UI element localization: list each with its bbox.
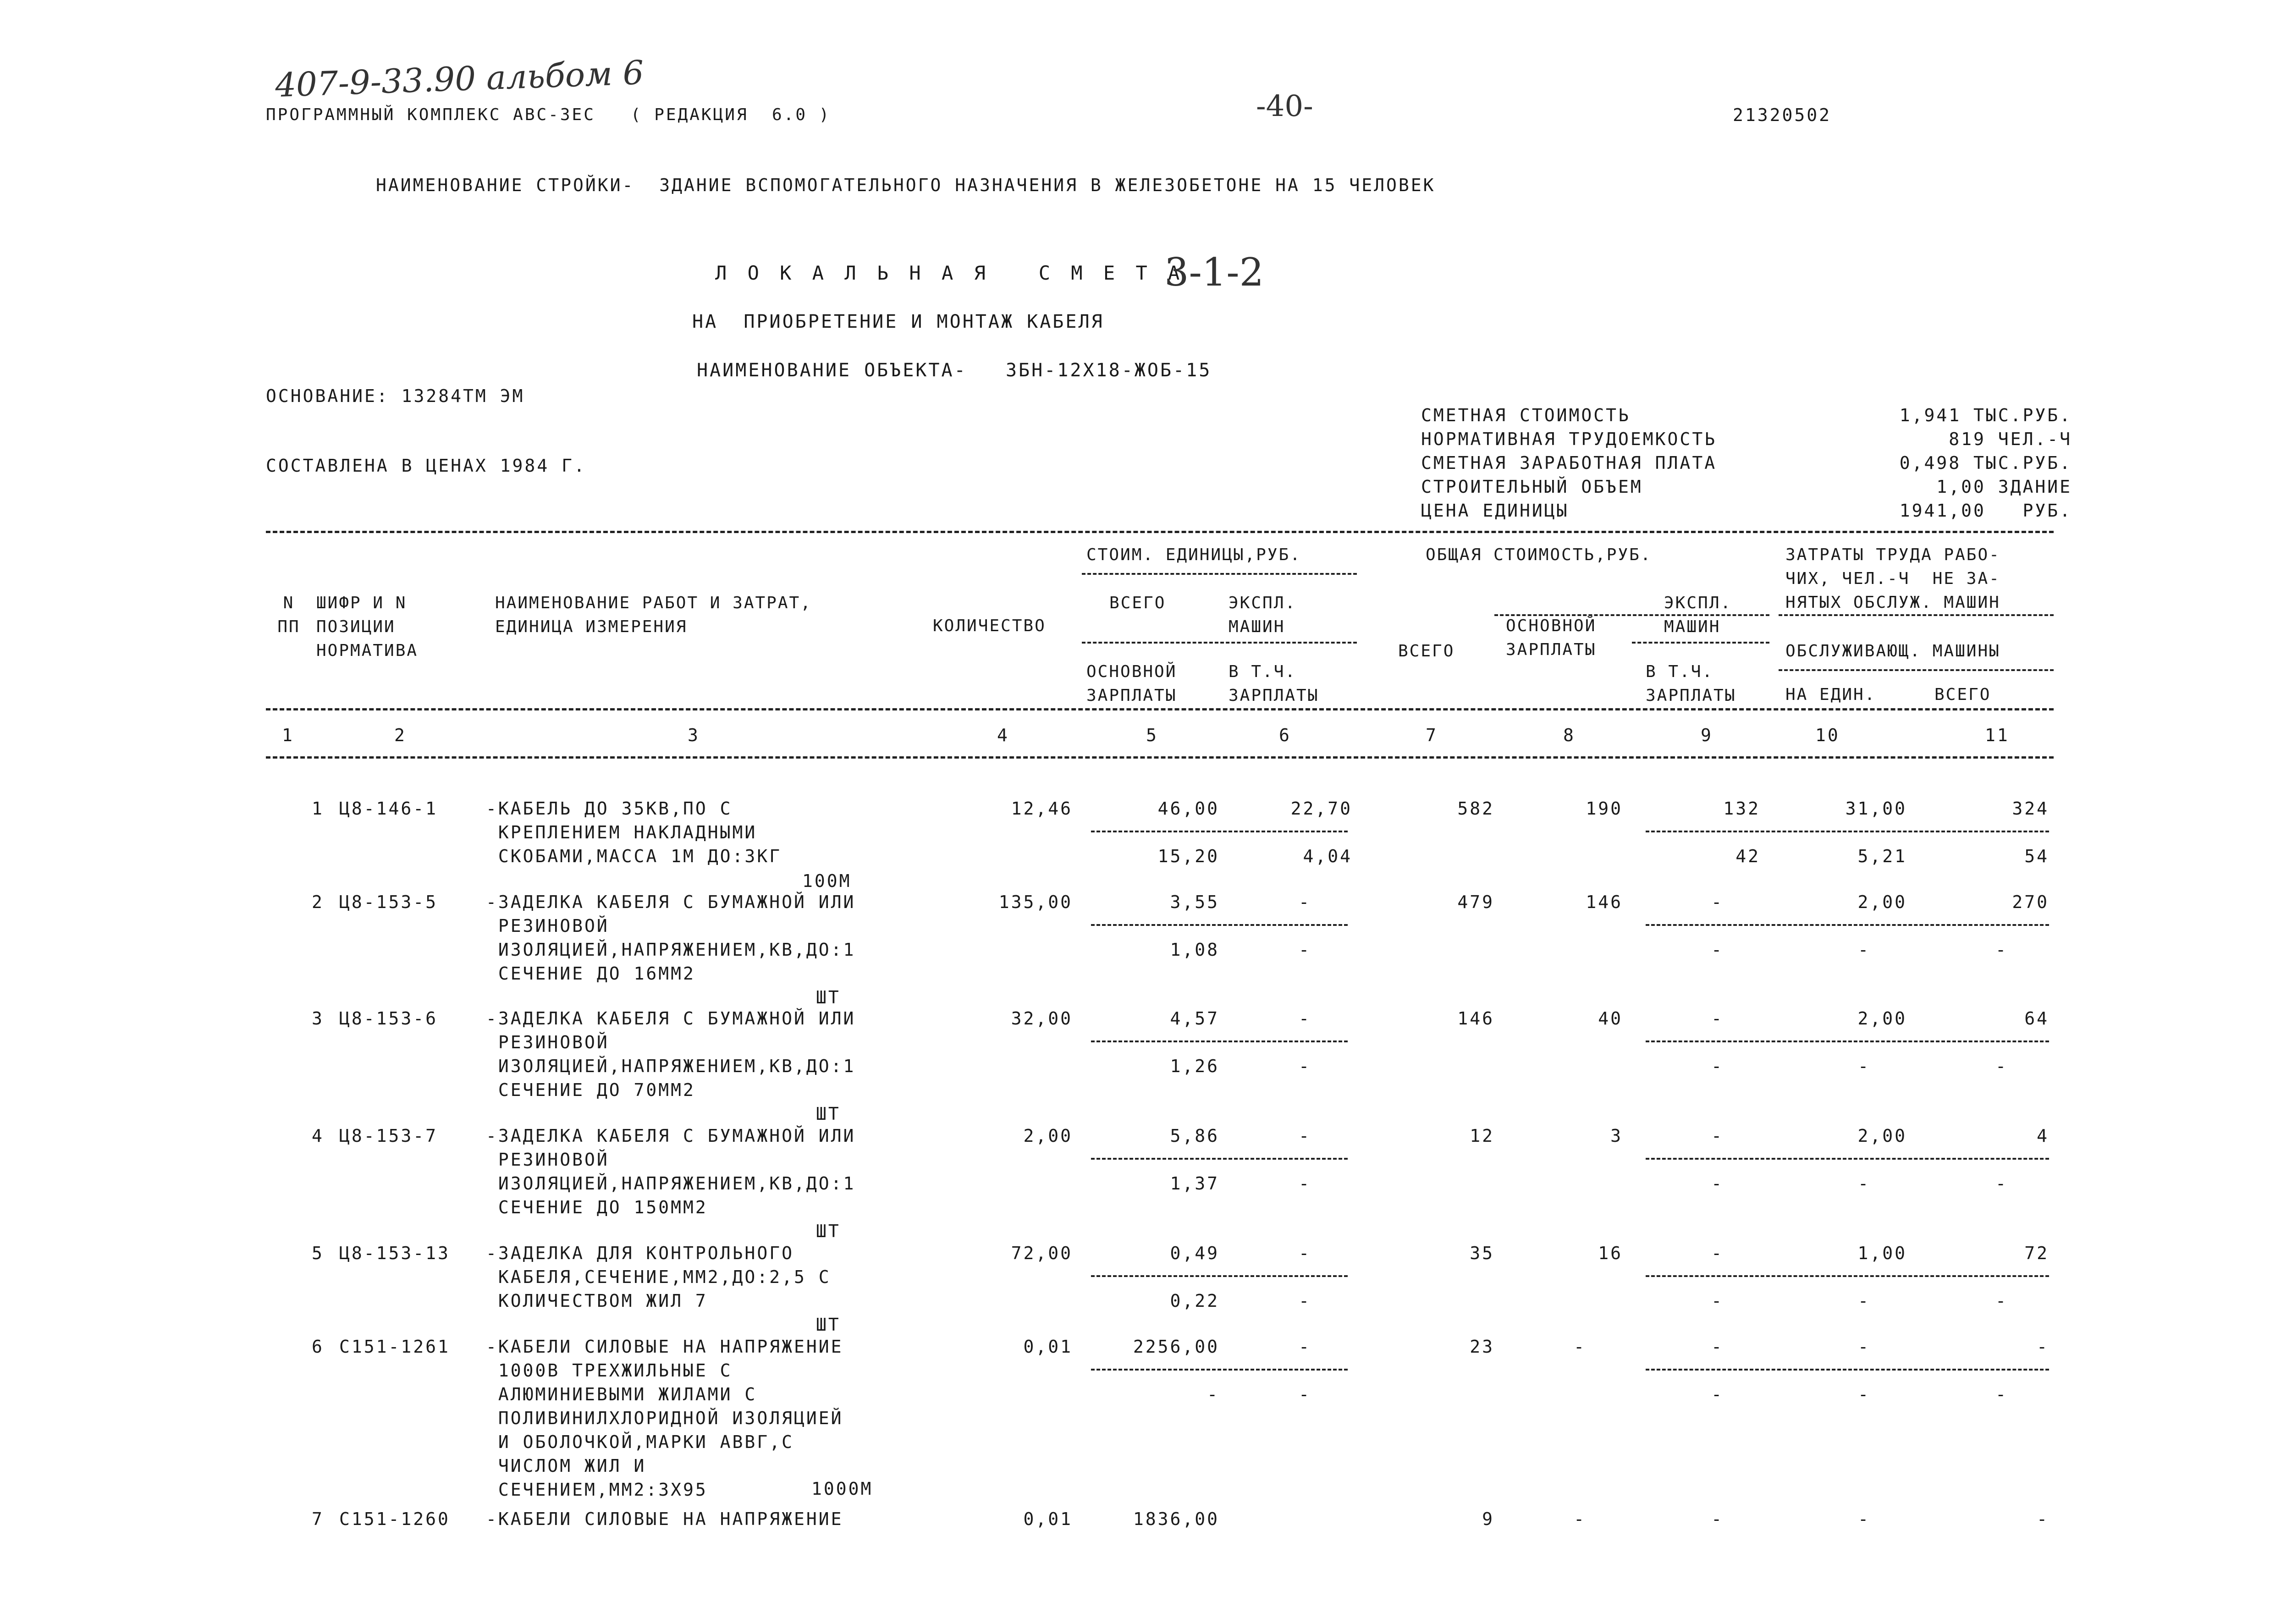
row-total: 23: [1470, 1337, 1494, 1357]
header-n: N ПП: [277, 594, 300, 636]
row-unit-total: 3,55: [1170, 892, 1219, 912]
header-total-base-wage: ОСНОВНОЙ ЗАРПЛАТЫ: [1506, 617, 1597, 659]
summary-row: [1421, 475, 2072, 499]
row-subrule: [1646, 1275, 2049, 1277]
row-code: Ц8-153-6: [339, 1008, 438, 1029]
col-number: 4: [997, 725, 1009, 745]
row-labor-unit: -: [1858, 1337, 1870, 1357]
row-subrule: [1091, 1158, 1348, 1160]
row-code: Ц8-153-13: [339, 1243, 450, 1263]
row-unit-base-wage: 1,26: [1170, 1056, 1219, 1076]
row-subrule: [1646, 831, 2049, 832]
row-labor-total: -: [2037, 1337, 2049, 1357]
header-unit-base-wage: ОСНОВНОЙ ЗАРПЛАТЫ: [1086, 662, 1177, 705]
row-number: 3: [312, 1008, 324, 1029]
row-total: 479: [1457, 892, 1494, 912]
row-quantity: 0,01: [1023, 1509, 1073, 1529]
row-total-machines: -: [1711, 1337, 1724, 1357]
summary-value: 1,941 ТЫС.РУБ.: [1899, 405, 2072, 425]
row-subrule: [1646, 924, 2049, 926]
col-number: 8: [1563, 725, 1576, 745]
row-subrule: [1091, 1369, 1348, 1371]
row-total-wage: 190: [1586, 798, 1623, 819]
col-number: 5: [1146, 725, 1158, 745]
estimate-title: Л О К А Л Ь Н А Я С М Е Т А: [715, 262, 1185, 284]
program-line: ПРОГРАММНЫЙ КОМПЛЕКС АВС-3ЕС ( РЕДАКЦИЯ 6.0 ): [266, 105, 831, 124]
unit-cost-subrule2: [1082, 642, 1357, 644]
row-labor-unit-machines: -: [1858, 940, 1870, 960]
row-quantity: 0,01: [1023, 1337, 1073, 1357]
row-number: 4: [312, 1126, 324, 1146]
row-unit-incl-wage: -: [1299, 1291, 1311, 1311]
row-total-incl-wage: -: [1711, 940, 1724, 960]
col-number: 9: [1701, 725, 1713, 745]
header-unit-machines: ЭКСПЛ. МАШИН: [1229, 594, 1297, 636]
row-total-wage: -: [1574, 1509, 1586, 1529]
summary-label: СТРОИТЕЛЬНЫЙ ОБЪЕМ: [1421, 477, 1643, 497]
summary-value: 0,498 ТЫС.РУБ.: [1899, 453, 2072, 473]
row-number: 6: [312, 1337, 324, 1357]
row-unit-total: 2256,00: [1133, 1337, 1219, 1357]
row-unit-machines: 22,70: [1290, 798, 1352, 819]
row-total-wage: 3: [1610, 1126, 1623, 1146]
row-name: -ЗАДЕЛКА КАБЕЛЯ С БУМАЖНОЙ ИЛИ РЕЗИНОВОЙ ИЗОЛЯЦИЕЙ,НАПРЯЖЕНИЕМ,КВ,ДО:1 СЕЧЕНИЕ ДО 150ММ2: [486, 1126, 856, 1217]
row-number: 1: [312, 798, 324, 819]
row-labor-unit-machines: -: [1858, 1384, 1870, 1404]
row-total-incl-wage: 42: [1736, 846, 1760, 866]
row-labor-unit: 2,00: [1857, 1008, 1907, 1029]
row-labor-unit: 2,00: [1857, 1126, 1907, 1146]
header-total-cost-group: ОБЩАЯ СТОИМОСТЬ,РУБ.: [1426, 545, 1652, 564]
summary-label: НОРМАТИВНАЯ ТРУДОЕМКОСТЬ: [1421, 429, 1717, 449]
header-labor-sub: ОБСЛУЖИВАЮЩ. МАШИНЫ: [1785, 642, 2000, 661]
row-number: 5: [312, 1243, 324, 1263]
row-unit-machines: -: [1299, 1126, 1311, 1146]
estimate-number: 3-1-2: [1164, 250, 1264, 295]
summary-block: [1421, 403, 2072, 523]
col-number: 7: [1426, 725, 1438, 745]
row-code: Ц8-153-7: [339, 1126, 438, 1146]
row-unit: ШТ: [816, 1104, 841, 1124]
row-subrule: [1091, 831, 1348, 832]
row-name: -ЗАДЕЛКА КАБЕЛЯ С БУМАЖНОЙ ИЛИ РЕЗИНОВОЙ ИЗОЛЯЦИЕЙ,НАПРЯЖЕНИЕМ,КВ,ДО:1 СЕЧЕНИЕ ДО 70ММ2: [486, 1008, 856, 1100]
summary-row: [1421, 427, 2072, 451]
header-total-incl-wage: В Т.Ч. ЗАРПЛАТЫ: [1646, 662, 1736, 705]
row-labor-unit: 1,00: [1857, 1243, 1907, 1263]
row-number: 7: [312, 1509, 324, 1529]
row-unit-incl-wage: -: [1299, 940, 1311, 960]
header-unit-cost-group: СТОИМ. ЕДИНИЦЫ,РУБ.: [1086, 545, 1301, 564]
row-unit-incl-wage: 4,04: [1303, 846, 1352, 866]
summary-row: [1421, 451, 2072, 475]
handwritten-reference: 407-9-33.90 альбом 6: [274, 53, 645, 105]
row-unit: 100М: [802, 871, 852, 891]
basis: ОСНОВАНИЕ: 13284ТМ ЭМ: [266, 386, 525, 406]
row-total-incl-wage: -: [1711, 1384, 1724, 1404]
row-total-machines: -: [1711, 1243, 1724, 1263]
row-subrule: [1646, 1040, 2049, 1042]
row-labor-total-machines: -: [1995, 1173, 2008, 1194]
header-name: НАИМЕНОВАНИЕ РАБОТ И ЗАТРАТ, ЕДИНИЦА ИЗМЕРЕНИЯ: [495, 594, 812, 636]
row-quantity: 135,00: [998, 892, 1073, 912]
row-unit-base-wage: 1,37: [1170, 1173, 1219, 1194]
row-labor-unit-machines: -: [1858, 1173, 1870, 1194]
unit-cost-subrule: [1082, 573, 1357, 575]
row-subrule: [1646, 1369, 2049, 1371]
row-total: 582: [1457, 798, 1494, 819]
row-subrule: [1091, 924, 1348, 926]
row-labor-total: 4: [2037, 1126, 2049, 1146]
row-code: С151-1260: [339, 1509, 450, 1529]
row-total: 35: [1470, 1243, 1494, 1263]
row-labor-unit-machines: -: [1858, 1056, 1870, 1076]
row-total-wage: -: [1574, 1337, 1586, 1357]
row-name: -КАБЕЛИ СИЛОВЫЕ НА НАПРЯЖЕНИЕ: [486, 1509, 843, 1529]
row-total-machines: 132: [1723, 798, 1760, 819]
header-mid-rule: [266, 708, 2054, 710]
object-name: НАИМЕНОВАНИЕ ОБЪЕКТА- 3БН-12Х18-ЖОБ-15: [697, 360, 1212, 381]
row-unit-base-wage: 1,08: [1170, 940, 1219, 960]
row-code: С151-1261: [339, 1337, 450, 1357]
header-quantity: КОЛИЧЕСТВО: [933, 617, 1046, 635]
row-unit-total: 1836,00: [1133, 1509, 1219, 1529]
row-labor-total-machines: -: [1995, 1056, 2008, 1076]
compiled-prices: СОСТАВЛЕНА В ЦЕНАХ 1984 Г.: [266, 456, 586, 476]
row-unit-total: 46,00: [1157, 798, 1219, 819]
summary-label: СМЕТНАЯ ЗАРАБОТНАЯ ПЛАТА: [1421, 453, 1717, 473]
row-quantity: 12,46: [1011, 798, 1073, 819]
header-unit-total: ВСЕГО: [1109, 594, 1166, 612]
row-unit-machines: -: [1299, 1008, 1311, 1029]
row-code: Ц8-146-1: [339, 798, 438, 819]
col-number: 11: [1985, 725, 2010, 745]
header-labor-total: ВСЕГО: [1934, 685, 1991, 704]
row-unit-total: 5,86: [1170, 1126, 1219, 1146]
header-unit-incl-wage: В Т.Ч. ЗАРПЛАТЫ: [1229, 662, 1319, 705]
row-total-wage: 146: [1586, 892, 1623, 912]
row-labor-total: 324: [2012, 798, 2049, 819]
document-code: 21320502: [1733, 105, 1832, 125]
row-labor-total: 64: [2024, 1008, 2049, 1029]
total-cost-subrule2: [1632, 642, 1769, 644]
row-labor-unit: -: [1858, 1509, 1870, 1529]
row-labor-unit: 2,00: [1857, 892, 1907, 912]
summary-label: ЦЕНА ЕДИНИЦЫ: [1421, 501, 1569, 521]
estimate-subject: НА ПРИОБРЕТЕНИЕ И МОНТАЖ КАБЕЛЯ: [692, 311, 1104, 332]
row-subrule: [1091, 1275, 1348, 1277]
row-labor-total: 270: [2012, 892, 2049, 912]
row-unit: ШТ: [816, 987, 841, 1007]
row-quantity: 72,00: [1011, 1243, 1073, 1263]
row-unit-incl-wage: -: [1299, 1056, 1311, 1076]
row-name: -КАБЕЛИ СИЛОВЫЕ НА НАПРЯЖЕНИЕ 1000В ТРЕХЖИЛЬНЫЕ С АЛЮМИНИЕВЫМИ ЖИЛАМИ С ПОЛИВИНИЛХЛОРИДНОЙ ИЗОЛЯЦИЕЙ И ОБОЛОЧКОЙ,МАРКИ АВВГ,С ЧИСЛОМ ЖИЛ И СЕЧЕНИЕМ,ММ2:3Х95: [486, 1337, 843, 1500]
col-number: 2: [394, 725, 407, 745]
summary-row: [1421, 499, 2072, 523]
header-total-machines: ЭКСПЛ. МАШИН: [1664, 594, 1732, 636]
row-unit-base-wage: 0,22: [1170, 1291, 1219, 1311]
header-code: ШИФР И N ПОЗИЦИИ НОРМАТИВА: [316, 594, 419, 660]
row-unit-incl-wage: -: [1299, 1173, 1311, 1194]
row-unit-machines: -: [1299, 1337, 1311, 1357]
row-total: 146: [1457, 1008, 1494, 1029]
header-total-all: ВСЕГО: [1398, 642, 1455, 661]
col-number: 3: [688, 725, 700, 745]
row-total-machines: -: [1711, 1509, 1724, 1529]
row-labor-total: -: [2037, 1509, 2049, 1529]
summary-value: 819 ЧЕЛ.-Ч: [1949, 429, 2072, 449]
construction-name: НАИМЕНОВАНИЕ СТРОЙКИ- ЗДАНИЕ ВСПОМОГАТЕЛЬНОГО НАЗНАЧЕНИЯ В ЖЕЛЕЗОБЕТОНЕ НА 15 ЧЕЛОВЕК: [376, 175, 1436, 195]
row-labor-total-machines: -: [1995, 1291, 2008, 1311]
row-total-machines: -: [1711, 1126, 1724, 1146]
row-unit-machines: -: [1299, 1243, 1311, 1263]
row-unit-machines: -: [1299, 892, 1311, 912]
row-total-wage: 16: [1598, 1243, 1623, 1263]
summary-row: [1421, 403, 2072, 427]
row-total-incl-wage: -: [1711, 1056, 1724, 1076]
row-total-wage: 40: [1598, 1008, 1623, 1029]
row-labor-total-machines: -: [1995, 940, 2008, 960]
col-number: 1: [282, 725, 294, 745]
col-number: 6: [1279, 725, 1291, 745]
row-subrule: [1091, 1040, 1348, 1042]
row-quantity: 32,00: [1011, 1008, 1073, 1029]
row-name: -ЗАДЕЛКА КАБЕЛЯ С БУМАЖНОЙ ИЛИ РЕЗИНОВОЙ ИЗОЛЯЦИЕЙ,НАПРЯЖЕНИЕМ,КВ,ДО:1 СЕЧЕНИЕ ДО 16ММ2: [486, 892, 856, 984]
row-unit-total: 4,57: [1170, 1008, 1219, 1029]
row-total: 9: [1482, 1509, 1494, 1529]
row-code: Ц8-153-5: [339, 892, 438, 912]
row-name: -ЗАДЕЛКА ДЛЯ КОНТРОЛЬНОГО КАБЕЛЯ,СЕЧЕНИЕ,ММ2,ДО:2,5 С КОЛИЧЕСТВОМ ЖИЛ 7: [486, 1243, 831, 1311]
page-number: -40-: [1256, 89, 1313, 123]
row-labor-total: 72: [2024, 1243, 2049, 1263]
row-labor-unit: 31,00: [1845, 798, 1907, 819]
row-labor-total-machines: -: [1995, 1384, 2008, 1404]
row-unit-base-wage: 15,20: [1157, 846, 1219, 866]
header-bottom-rule: [266, 756, 2054, 759]
row-unit-base-wage: -: [1207, 1384, 1219, 1404]
row-total-incl-wage: -: [1711, 1173, 1724, 1194]
row-labor-unit-machines: 5,21: [1857, 846, 1907, 866]
row-labor-unit-machines: -: [1858, 1291, 1870, 1311]
header-top-rule: [266, 531, 2054, 533]
summary-value: 1,00 ЗДАНИЕ: [1936, 477, 2072, 497]
row-unit-total: 0,49: [1170, 1243, 1219, 1263]
col-number: 10: [1815, 725, 1840, 745]
row-quantity: 2,00: [1023, 1126, 1073, 1146]
row-labor-total-machines: 54: [2024, 846, 2049, 866]
header-labor-per-unit: НА ЕДИН.: [1785, 685, 1876, 704]
row-unit-incl-wage: -: [1299, 1384, 1311, 1404]
summary-value: 1941,00 РУБ.: [1899, 501, 2072, 521]
row-unit: 1000М: [811, 1479, 873, 1499]
header-labor-group: ЗАТРАТЫ ТРУДА РАБО- ЧИХ, ЧЕЛ.-Ч НЕ ЗА- НЯТЫХ ОБСЛУЖ. МАШИН: [1785, 545, 2000, 612]
row-total-incl-wage: -: [1711, 1291, 1724, 1311]
row-number: 2: [312, 892, 324, 912]
labor-subrule2: [1779, 669, 2054, 671]
row-unit: ШТ: [816, 1315, 841, 1335]
summary-label: СМЕТНАЯ СТОИМОСТЬ: [1421, 405, 1631, 425]
row-total: 12: [1470, 1126, 1494, 1146]
row-total-machines: -: [1711, 1008, 1724, 1029]
row-unit: ШТ: [816, 1221, 841, 1241]
row-name: -КАБЕЛЬ ДО 35КВ,ПО С КРЕПЛЕНИЕМ НАКЛАДНЫМИ СКОБАМИ,МАССА 1М ДО:3КГ: [486, 798, 782, 866]
row-total-machines: -: [1711, 892, 1724, 912]
row-subrule: [1646, 1158, 2049, 1160]
